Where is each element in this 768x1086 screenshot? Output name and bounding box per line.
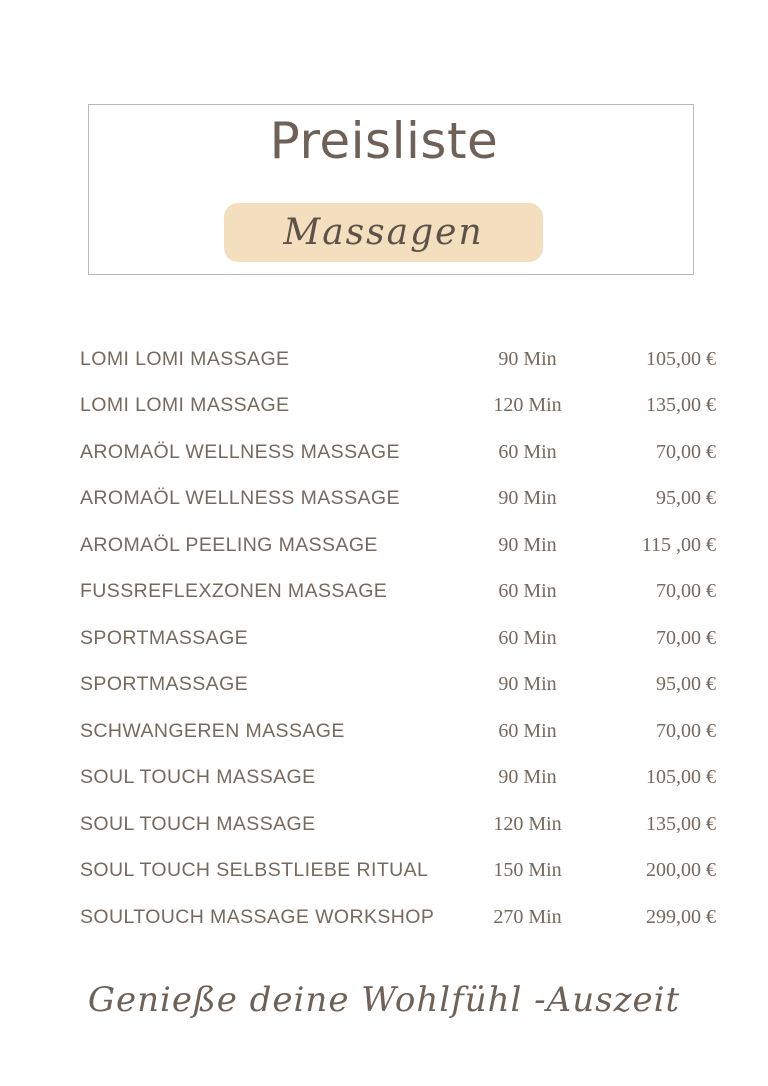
service-price: 299,00 € bbox=[646, 905, 716, 928]
service-price: 95,00 € bbox=[656, 673, 716, 696]
service-duration: 150 Min bbox=[493, 859, 562, 882]
price-row bbox=[80, 522, 720, 569]
service-price: 70,00 € bbox=[656, 580, 716, 603]
service-price: 70,00 € bbox=[656, 626, 716, 649]
price-row bbox=[80, 894, 720, 941]
page-title: Preisliste bbox=[269, 112, 499, 170]
price-row bbox=[80, 801, 720, 848]
service-duration: 60 Min bbox=[498, 580, 557, 603]
service-duration: 60 Min bbox=[498, 719, 557, 742]
price-list bbox=[80, 336, 720, 941]
service-price: 135,00 € bbox=[646, 394, 716, 417]
price-row bbox=[80, 336, 720, 383]
service-duration: 90 Min bbox=[498, 487, 557, 510]
service-price: 70,00 € bbox=[656, 440, 716, 463]
price-row bbox=[80, 383, 720, 430]
price-row bbox=[80, 708, 720, 755]
service-duration: 120 Min bbox=[493, 394, 562, 417]
service-name: SCHWANGEREN MASSAGE bbox=[80, 719, 345, 742]
price-row bbox=[80, 848, 720, 895]
service-name: SPORTMASSAGE bbox=[80, 673, 249, 696]
page-subtitle: Massagen bbox=[283, 212, 484, 253]
service-name: SOUL TOUCH MASSAGE bbox=[80, 812, 316, 835]
price-row bbox=[80, 429, 720, 476]
footer-tagline: Genieße deine Wohlfühl -Auszeit bbox=[87, 980, 681, 1020]
price-row bbox=[80, 755, 720, 802]
service-price: 200,00 € bbox=[646, 859, 716, 882]
service-name: AROMAÖL WELLNESS MASSAGE bbox=[80, 440, 400, 463]
price-row bbox=[80, 615, 720, 662]
price-row bbox=[80, 476, 720, 523]
service-duration: 120 Min bbox=[493, 812, 562, 835]
service-price: 95,00 € bbox=[656, 487, 716, 510]
service-duration: 90 Min bbox=[498, 347, 557, 370]
price-row bbox=[80, 569, 720, 616]
service-name: LOMI LOMI MASSAGE bbox=[80, 394, 290, 417]
service-name: FUSSREFLEXZONEN MASSAGE bbox=[80, 580, 388, 603]
service-duration: 60 Min bbox=[498, 626, 557, 649]
service-name: SOULTOUCH MASSAGE WORKSHOP bbox=[80, 905, 435, 928]
service-duration: 60 Min bbox=[498, 440, 557, 463]
service-name: SOUL TOUCH SELBSTLIEBE RITUAL bbox=[80, 859, 429, 882]
service-price: 135,00 € bbox=[646, 812, 716, 835]
service-name: LOMI LOMI MASSAGE bbox=[80, 347, 290, 370]
service-price: 105,00 € bbox=[646, 347, 716, 370]
service-name: AROMAÖL WELLNESS MASSAGE bbox=[80, 487, 400, 510]
service-name: SPORTMASSAGE bbox=[80, 626, 249, 649]
service-name: SOUL TOUCH MASSAGE bbox=[80, 766, 316, 789]
service-duration: 90 Min bbox=[498, 533, 557, 556]
service-name: AROMAÖL PEELING MASSAGE bbox=[80, 533, 378, 556]
price-row bbox=[80, 662, 720, 709]
service-price: 70,00 € bbox=[656, 719, 716, 742]
service-duration: 270 Min bbox=[493, 905, 562, 928]
service-price: 105,00 € bbox=[646, 766, 716, 789]
service-price: 115 ,00 € bbox=[641, 533, 716, 556]
service-duration: 90 Min bbox=[498, 766, 557, 789]
service-duration: 90 Min bbox=[498, 673, 557, 696]
